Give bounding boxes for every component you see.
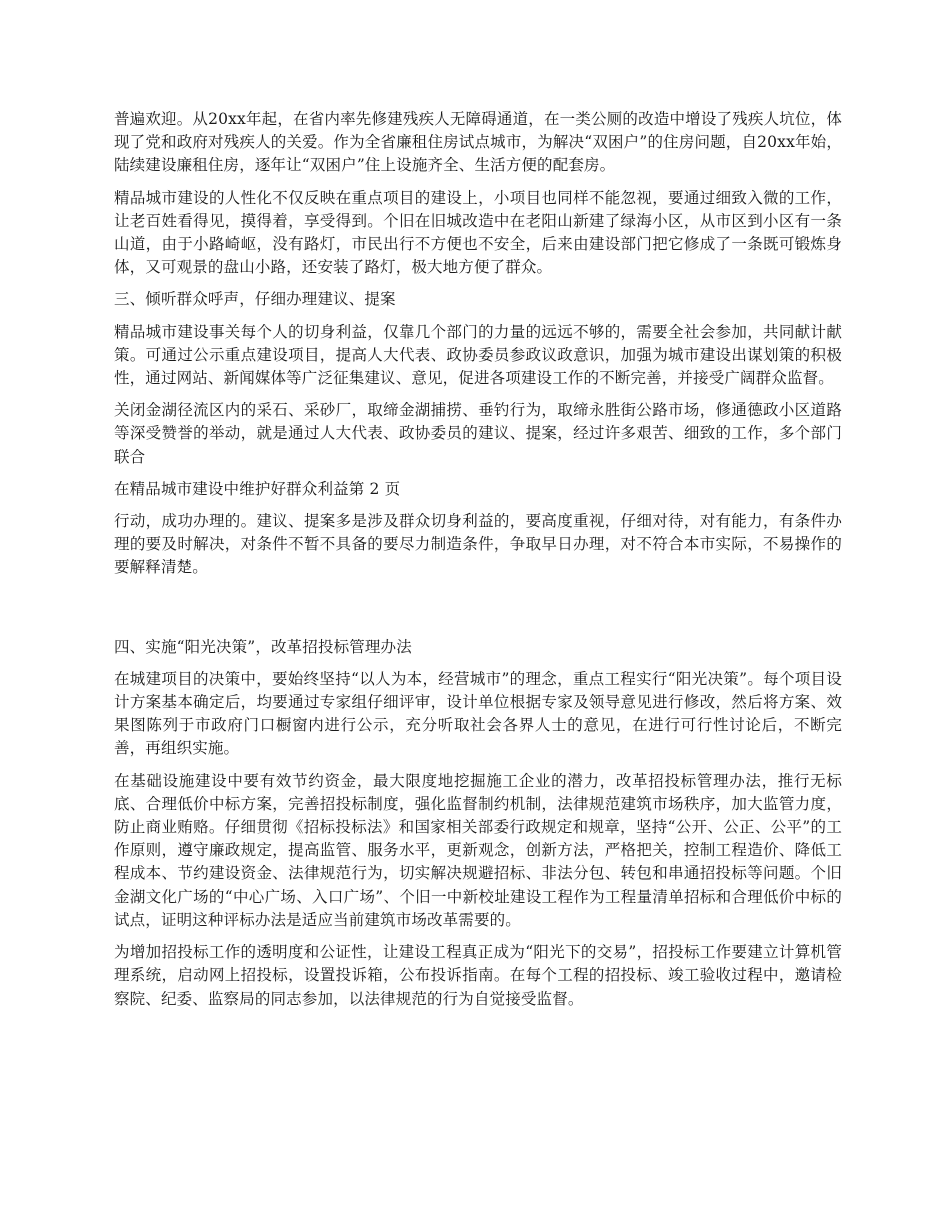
paragraph-public-participation: 精品城市建设事关每个人的切身利益，仅靠几个部门的力量的远远不够的，需要全社会参加，共同献计献策。可通过公示重点建设项目，提高人大代表、政协委员参政议政意识，加强为城市建设出谋划策的积极性，通过网站、新闻媒体等广泛征集建议、意见，促进各项建设工作的不断完善，并接受广阔群众监督。 — [114, 322, 842, 388]
paragraph-sunshine-decision: 在城建项目的决策中，要始终坚持“以人为本，经营城市”的理念，重点工程实行“阳光决策”。每个项目设计方案基本确定后，均要通过专家组仔细评审，设计单位根据专家及领导意见进行修改，然后将方案、效果图陈列于市政府门口橱窗内进行公示，充分听取社会各界人士的意见，在进行可行性讨论后，不断完善，再组织实施。 — [114, 669, 842, 758]
paragraph-bidding-reform: 在基础设施建设中要有效节约资金，最大限度地挖掘施工企业的潜力，改革招投标管理办法，推行无标底、合理低价中标方案，完善招投标制度，强化监督制约机制，法律规范建筑市场秩序，加大监管力度，防止商业贿赂。仔细贯彻《招标投标法》和国家相关部委行政规定和规章，坚持“公开、公正、公平”的工作原则，遵守廉政规定，提高监管、服务水平，更新观念，创新方法，严格把关，控制工程造价、降低工程成本、节约建设资金、法律规范行为，切实解决规避招标、非法分包、转包和串通招投标等问题。个旧金湖文化广场的“中心广场、入口广场”、个旧一中新校址建设工程作为工程量清单招标和合理低价中标的试点，证明这种评标办法是适应当前建筑市场改革需要的。 — [114, 771, 842, 929]
document-page — [114, 108, 842, 1020]
section-heading-3: 三、倾听群众呼声，仔细办理建议、提案 — [114, 290, 396, 309]
paragraph-bidding-transparency: 为增加招投标工作的透明度和公证性，让建设工程真正成为“阳光下的交易”，招投标工作要建立计算机管理系统，启动网上招投标，设置投诉箱，公布投诉指南。在每个工程的招投标、竣工验收过程中，邀请检察院、纪委、监察局的同志参加，以法律规范的行为自觉接受监督。 — [114, 943, 842, 1008]
section-heading-4: 四、实施“阳光决策”，改革招投标管理办法 — [114, 637, 412, 656]
paragraph-humanized-construction: 精品城市建设的人性化不仅反映在重点项目的建设上，小项目也同样不能忽视，要通过细致入微的工作，让老百姓看得见，摸得着，享受得到。个旧在旧城改造中在老阳山新建了绿海小区，从市区到小区有一条山道，由于小路崎岖，没有路灯，市民出行不方便也不安全，后来由建设部门把它修成了一条既可锻炼身体，又可观景的盘山小路，还安装了路灯，极大地方便了群众。 — [114, 188, 842, 277]
page-break-gap — [114, 589, 842, 636]
paragraph-accessible-facilities: 普遍欢迎。从20xx年起，在省内率先修建残疾人无障碍通道，在一类公厕的改造中增设了残疾人坑位，体现了党和政府对残疾人的关爱。作为全省廉租住房试点城市，为解决“双困户”的住房问题，自20xx年始，陆续建设廉租住房，逐年让“双困户”住上设施齐全、生活方便的配套房。 — [114, 110, 842, 175]
page-marker: 在精品城市建设中维护好群众利益第 2 页 — [114, 479, 401, 498]
paragraph-jinhu-proposals: 关闭金湖径流区内的采石、采砂厂，取缔金湖捕捞、垂钓行为，取缔永胜街公路市场，修通德政小区道路等深受赞誉的举动，就是通过人大代表、政协委员的建议、提案，经过许多艰苦、细致的工作，多个部门联合 — [114, 401, 842, 466]
paragraph-proposal-handling: 行动，成功办理的。建议、提案多是涉及群众切身利益的，要高度重视，仔细对待，对有能力，有条件办理的要及时解决，对条件不暂不具备的要尽力制造条件，争取早日办理，对不符合本市实际，不易操作的要解释清楚。 — [114, 512, 842, 577]
